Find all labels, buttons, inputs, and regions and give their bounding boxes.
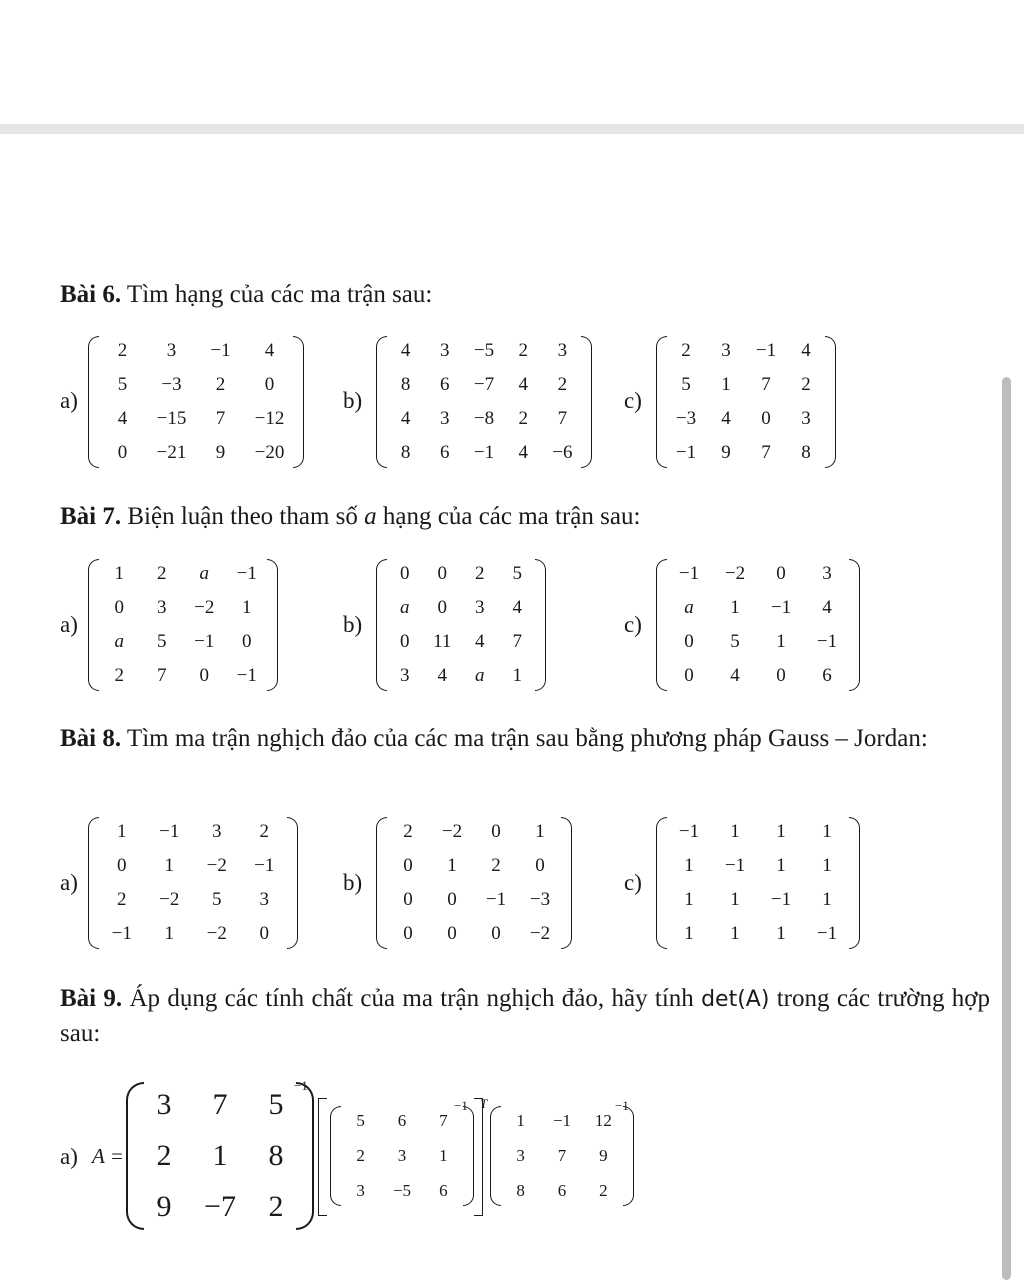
matrix-cell: −2 <box>441 821 463 842</box>
matrix-cell: 11 <box>433 631 452 652</box>
matrix-cell: −2 <box>529 923 551 944</box>
matrix-cell: 2 <box>117 340 128 361</box>
matrix-cell: −1 <box>210 340 231 361</box>
matrix-cell: −1 <box>254 855 275 876</box>
bai9-a-matrix-3 <box>490 1104 634 1208</box>
matrix-cell: 8 <box>400 374 411 395</box>
matrix-cell: 7 <box>761 442 771 463</box>
matrix-cell: 2 <box>475 563 485 584</box>
matrix-cell: 3 <box>166 340 177 361</box>
bai8-a-matrix <box>88 815 298 951</box>
matrix-cell: 5 <box>730 631 740 652</box>
bai8-heading: Bài 8. Tìm ma trận nghịch đảo của các ma trận sau bằng phương pháp Gauss – Jordan: <box>60 725 928 752</box>
matrix-cell: 2 <box>215 374 226 395</box>
matrix-cell: 1 <box>822 821 832 842</box>
matrix-cell: 1 <box>776 631 786 652</box>
matrix-cell: −1 <box>678 821 700 842</box>
matrix-cell: 1 <box>684 855 694 876</box>
bai9-a-inverse-3: −1 <box>615 1098 629 1113</box>
matrix-cell: 4 <box>475 631 485 652</box>
matrix-cell: −3 <box>675 408 697 429</box>
matrix-cell: 0 <box>117 442 128 463</box>
matrix-cell: 1 <box>730 821 740 842</box>
matrix-cell: −1 <box>485 889 507 910</box>
bai7-a-matrix <box>88 557 278 693</box>
matrix-cell: 2 <box>114 665 124 686</box>
matrix-cell: −6 <box>552 442 573 463</box>
bai8-a-label: a) <box>60 870 78 895</box>
matrix-cell: 3 <box>397 1145 407 1165</box>
bai9-a-matrix-1 <box>126 1080 314 1232</box>
matrix-cell: 1 <box>114 563 124 584</box>
matrix-cell: −8 <box>473 408 495 429</box>
matrix-cell: 3 <box>157 597 167 618</box>
matrix-cell: −5 <box>473 340 495 361</box>
bai7-c-matrix <box>656 557 860 693</box>
matrix-cell: 9 <box>156 1189 172 1223</box>
matrix-cell: 2 <box>157 563 167 584</box>
matrix-cell: 0 <box>259 923 269 944</box>
matrix-cell: 1 <box>447 855 457 876</box>
matrix-cell: 0 <box>242 631 252 652</box>
matrix-cell: 0 <box>684 665 694 686</box>
matrix-cell: 7 <box>557 408 568 429</box>
matrix-cell: 2 <box>117 889 127 910</box>
matrix-cell: −21 <box>156 442 187 463</box>
matrix-cell: 1 <box>516 1111 525 1131</box>
bai9-outer-bracket-left <box>318 1098 327 1216</box>
matrix-cell: 1 <box>730 923 740 944</box>
matrix-cell: 7 <box>215 408 226 429</box>
matrix-cell: 2 <box>268 1189 284 1223</box>
bai9-outer-bracket-right <box>474 1098 483 1216</box>
matrix-cell: 4 <box>801 340 811 361</box>
matrix-cell: 9 <box>721 442 731 463</box>
matrix-cell: 7 <box>512 631 522 652</box>
matrix-cell: 6 <box>439 1180 448 1200</box>
matrix-cell: 2 <box>156 1138 172 1172</box>
bai6-c-label: c) <box>624 388 642 413</box>
matrix-cell: 2 <box>518 340 528 361</box>
bai8-b-label: b) <box>343 870 363 895</box>
matrix-cell: 4 <box>822 597 832 618</box>
matrix-cell: 0 <box>761 408 771 429</box>
matrix-cell: 3 <box>212 821 222 842</box>
matrix-cell: 5 <box>157 631 167 652</box>
matrix-cell: 7 <box>761 374 771 395</box>
matrix-cell: 2 <box>557 374 568 395</box>
matrix-cell: a <box>684 597 694 618</box>
matrix-cell: 1 <box>721 374 731 395</box>
matrix-cell: 0 <box>114 597 124 618</box>
matrix-cell: 0 <box>403 889 413 910</box>
matrix-cell: 3 <box>400 665 410 686</box>
matrix-cell: 0 <box>117 855 127 876</box>
matrix-cell: a <box>475 665 485 686</box>
matrix-cell: 0 <box>776 563 786 584</box>
matrix-cell: 5 <box>356 1111 365 1131</box>
bai9-a-matrix-2 <box>330 1104 474 1208</box>
matrix-cell: −1 <box>552 1111 572 1131</box>
matrix-cell: 0 <box>403 855 413 876</box>
matrix-cell: 0 <box>447 889 457 910</box>
matrix-cell: 9 <box>599 1145 608 1165</box>
matrix-cell: −20 <box>254 442 285 463</box>
matrix-cell: −1 <box>111 923 132 944</box>
matrix-cell: 5 <box>268 1088 284 1122</box>
bai9-a-inverse-1: −1 <box>294 1078 308 1093</box>
matrix-cell: 0 <box>400 563 410 584</box>
matrix-cell: 7 <box>157 665 167 686</box>
matrix-cell: 4 <box>117 408 128 429</box>
matrix-cell: −1 <box>473 442 495 463</box>
matrix-cell: 1 <box>164 855 174 876</box>
matrix-cell: 0 <box>776 665 786 686</box>
bai7-b-label: b) <box>343 612 363 637</box>
matrix-cell: 4 <box>518 374 528 395</box>
matrix-cell: −3 <box>529 889 551 910</box>
matrix-cell: 3 <box>475 597 485 618</box>
matrix-cell: 1 <box>776 855 786 876</box>
matrix-cell: −7 <box>204 1189 236 1223</box>
matrix-cell: 8 <box>268 1138 284 1172</box>
matrix-cell: −7 <box>473 374 495 395</box>
matrix-cell: 6 <box>440 442 450 463</box>
matrix-cell: 1 <box>822 855 832 876</box>
matrix-cell: −1 <box>678 563 700 584</box>
matrix-cell: 1 <box>684 923 694 944</box>
bai6-a-matrix <box>88 334 304 470</box>
matrix-cell: a <box>400 597 410 618</box>
matrix-cell: 0 <box>491 821 501 842</box>
matrix-cell: −1 <box>816 923 838 944</box>
bai6-heading: Bài 6. Tìm hạng của các ma trận sau: <box>60 281 433 308</box>
matrix-cell: 6 <box>557 1180 567 1200</box>
matrix-cell: −1 <box>194 631 215 652</box>
matrix-cell: 4 <box>400 340 411 361</box>
matrix-cell: −5 <box>392 1180 412 1200</box>
matrix-cell: 0 <box>400 631 410 652</box>
bai9-a-inverse-2: −1 <box>454 1098 468 1113</box>
matrix-cell: 0 <box>403 923 413 944</box>
matrix-cell: 8 <box>400 442 411 463</box>
matrix-cell: 1 <box>117 821 127 842</box>
matrix-cell: −1 <box>816 631 838 652</box>
matrix-cell: 7 <box>212 1088 228 1122</box>
matrix-cell: 3 <box>356 1180 365 1200</box>
matrix-cell: 1 <box>439 1145 448 1165</box>
matrix-cell: 1 <box>822 889 832 910</box>
bai8-c-matrix <box>656 815 860 951</box>
scrollbar[interactable] <box>1002 377 1011 1280</box>
matrix-cell: 4 <box>730 665 740 686</box>
matrix-cell: 3 <box>721 340 731 361</box>
matrix-cell: 1 <box>684 889 694 910</box>
matrix-cell: 0 <box>264 374 275 395</box>
matrix-cell: −2 <box>206 855 227 876</box>
matrix-cell: 2 <box>801 374 811 395</box>
matrix-cell: 4 <box>518 442 528 463</box>
matrix-cell: −1 <box>770 889 792 910</box>
matrix-cell: 3 <box>801 408 811 429</box>
matrix-cell: 1 <box>164 923 174 944</box>
matrix-cell: 3 <box>822 563 832 584</box>
matrix-cell: −1 <box>159 821 180 842</box>
matrix-cell: 12 <box>594 1111 612 1131</box>
matrix-cell: −3 <box>161 374 182 395</box>
matrix-cell: −1 <box>755 340 777 361</box>
matrix-cell: −2 <box>194 597 215 618</box>
matrix-cell: 6 <box>822 665 832 686</box>
matrix-cell: 3 <box>156 1088 172 1122</box>
bai6-a-label: a) <box>60 388 78 413</box>
matrix-cell: 5 <box>681 374 691 395</box>
matrix-cell: 0 <box>491 923 501 944</box>
matrix-cell: 3 <box>259 889 269 910</box>
matrix-cell: −15 <box>156 408 187 429</box>
matrix-cell: −1 <box>724 855 746 876</box>
matrix-cell: 0 <box>535 855 545 876</box>
matrix-cell: 1 <box>535 821 545 842</box>
bai7-a-label: a) <box>60 612 78 637</box>
bai7-b-matrix <box>376 557 546 693</box>
matrix-cell: 1 <box>212 1138 228 1172</box>
matrix-cell: 4 <box>437 665 447 686</box>
matrix-cell: 1 <box>730 889 740 910</box>
top-divider-bar <box>0 124 1024 134</box>
matrix-cell: 3 <box>440 408 450 429</box>
matrix-cell: a <box>199 563 209 584</box>
matrix-cell: 6 <box>397 1111 407 1131</box>
matrix-cell: 0 <box>199 665 209 686</box>
matrix-cell: 7 <box>557 1145 567 1165</box>
matrix-cell: 2 <box>403 821 413 842</box>
matrix-cell: 4 <box>264 340 275 361</box>
matrix-cell: 8 <box>516 1180 525 1200</box>
bai7-heading: Bài 7. Biện luận theo tham số a hạng của các ma trận sau: <box>60 503 641 530</box>
matrix-cell: 0 <box>447 923 457 944</box>
matrix-cell: −12 <box>254 408 285 429</box>
matrix-cell: 6 <box>440 374 450 395</box>
bai6-b-label: b) <box>343 388 363 413</box>
matrix-cell: 3 <box>440 340 450 361</box>
matrix-cell: −1 <box>236 563 257 584</box>
matrix-cell: 7 <box>439 1111 448 1131</box>
matrix-cell: 1 <box>512 665 522 686</box>
matrix-cell: −1 <box>770 597 792 618</box>
bai9-a-lhs: A = <box>92 1144 124 1168</box>
matrix-cell: 9 <box>215 442 226 463</box>
bai6-b-matrix <box>376 334 592 470</box>
matrix-cell: 1 <box>776 923 786 944</box>
bai9-a-transpose: T <box>480 1096 488 1111</box>
bai8-c-label: c) <box>624 870 642 895</box>
matrix-cell: 0 <box>684 631 694 652</box>
matrix-cell: 2 <box>599 1180 608 1200</box>
matrix-cell: 4 <box>400 408 411 429</box>
matrix-cell: 2 <box>681 340 691 361</box>
matrix-cell: 2 <box>259 821 269 842</box>
bai8-b-matrix <box>376 815 572 951</box>
bai9-a-label: a) <box>60 1144 78 1169</box>
matrix-cell: 4 <box>721 408 731 429</box>
matrix-cell: 4 <box>512 597 522 618</box>
matrix-cell: 2 <box>491 855 501 876</box>
matrix-cell: −2 <box>724 563 746 584</box>
matrix-cell: 5 <box>512 563 522 584</box>
bai6-c-matrix <box>656 334 836 470</box>
matrix-cell: 2 <box>356 1145 365 1165</box>
matrix-cell: 1 <box>776 821 786 842</box>
matrix-cell: 3 <box>557 340 568 361</box>
matrix-cell: 5 <box>212 889 222 910</box>
matrix-cell: −1 <box>236 665 257 686</box>
matrix-cell: 5 <box>117 374 128 395</box>
matrix-cell: −1 <box>675 442 697 463</box>
matrix-cell: 0 <box>437 597 447 618</box>
matrix-cell: 8 <box>801 442 811 463</box>
matrix-cell: −2 <box>159 889 180 910</box>
matrix-cell: 1 <box>242 597 252 618</box>
matrix-cell: a <box>114 631 124 652</box>
matrix-cell: −2 <box>206 923 227 944</box>
bai7-c-label: c) <box>624 612 642 637</box>
bai9-heading: Bài 9. Áp dụng các tính chất của ma trận nghịch đảo, hãy tính det(A) trong các trường hợp sau: <box>60 985 990 1047</box>
matrix-cell: 0 <box>437 563 447 584</box>
matrix-cell: 3 <box>516 1145 525 1165</box>
matrix-cell: 2 <box>518 408 528 429</box>
matrix-cell: 1 <box>730 597 740 618</box>
